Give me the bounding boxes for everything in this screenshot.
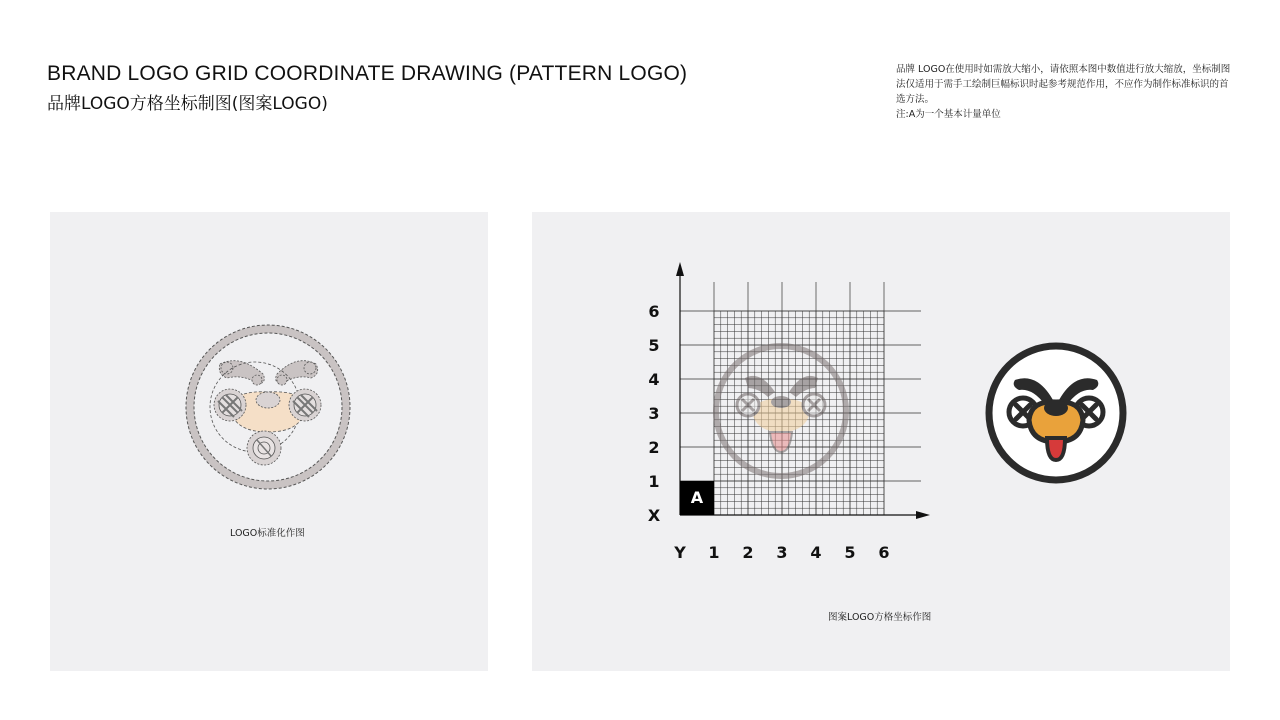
y-axis-label: 2 xyxy=(648,438,660,457)
logo-tongue xyxy=(1047,438,1065,460)
page-title: BRAND LOGO GRID COORDINATE DRAWING (PATTERN LOGO) xyxy=(47,62,688,85)
unit-square-label: A xyxy=(690,488,704,507)
y-axis xyxy=(676,262,684,515)
y-axis-label: 3 xyxy=(648,404,660,423)
final-logo xyxy=(985,342,1127,484)
usage-note xyxy=(896,62,1232,122)
y-axis-label: 4 xyxy=(648,370,660,389)
unit-note-text: 注:A为一个基本计量单位 xyxy=(896,109,1001,120)
construction-drawing xyxy=(185,322,355,492)
grid-caption: 图案LOGO方格坐标作图 xyxy=(828,612,932,623)
y-axis-labels xyxy=(648,302,661,525)
x-axis-label: 6 xyxy=(878,543,890,562)
x-axis-label: 4 xyxy=(810,543,822,562)
y-axis-label: 5 xyxy=(648,336,660,355)
x-axis-label: 5 xyxy=(844,543,856,562)
construction-tongue xyxy=(247,431,281,465)
x-axis-label: 2 xyxy=(742,543,754,562)
y-axis-label: X xyxy=(647,506,661,525)
y-axis-label: 1 xyxy=(648,472,660,491)
logo-muzzle xyxy=(1029,400,1083,442)
usage-note-text: 品牌 LOGO在使用时如需放大缩小，请依照本图中数值进行放大缩放，坐标制图法仅适用于需手工绘制巨幅标识时起参考规范作用，不应作为制作标准标识的首选方法。 xyxy=(896,64,1231,105)
page-subtitle: 品牌LOGO方格坐标制图(图案LOGO) xyxy=(47,94,328,114)
x-axis-labels xyxy=(673,543,889,562)
x-axis-label: Y xyxy=(674,543,686,562)
x-axis-label: 3 xyxy=(776,543,788,562)
x-axis-label: 1 xyxy=(708,543,720,562)
grid-coordinate-drawing xyxy=(630,255,940,565)
construction-caption: LOGO标准化作图 xyxy=(230,528,305,539)
unit-square xyxy=(680,481,714,515)
x-axis xyxy=(680,511,930,519)
y-axis-label: 6 xyxy=(648,302,660,321)
